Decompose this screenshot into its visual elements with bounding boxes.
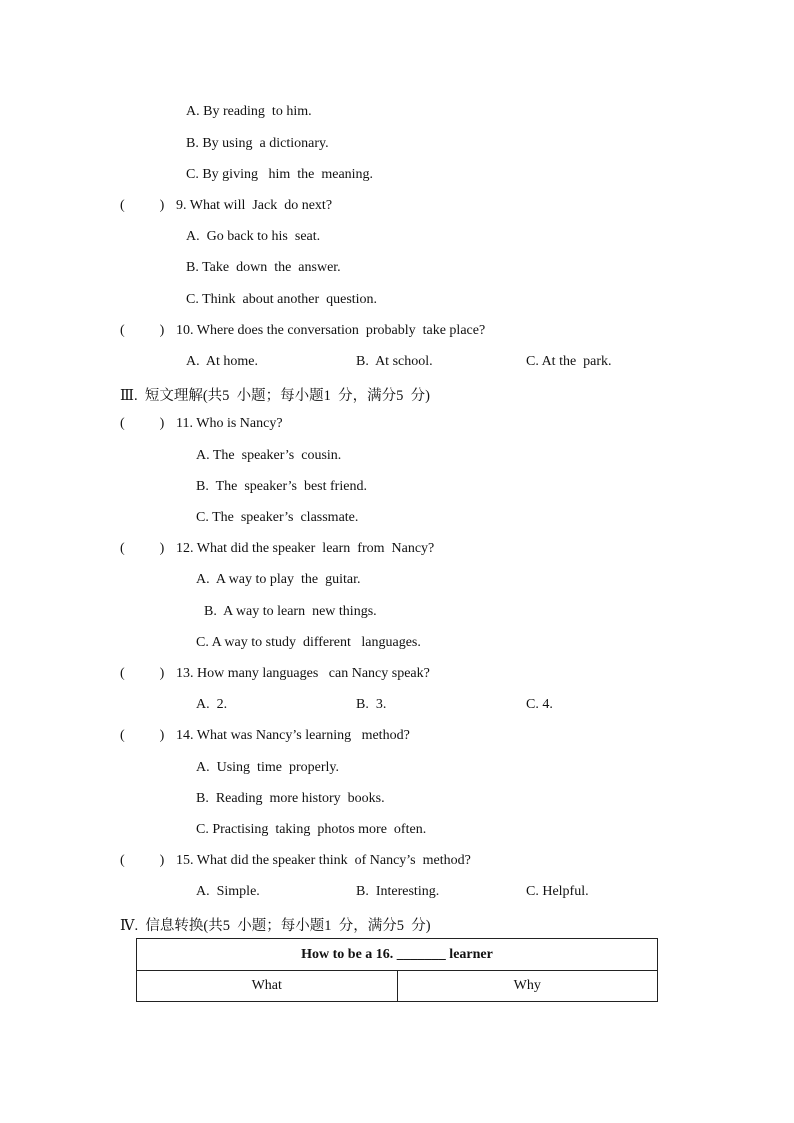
q15-option-b: B. Interesting. xyxy=(356,884,440,899)
q12-option-c: C. A way to study different languages. xyxy=(196,635,421,650)
q15-stem: 15. What did the speaker think of Nancy’s method? xyxy=(176,853,471,868)
info-transfer-table xyxy=(136,938,658,1002)
column-why: Why xyxy=(397,971,658,1002)
q11-option-a: A. The speaker’s cousin. xyxy=(196,448,342,463)
q12-stem: 12. What did the speaker learn from Nancy? xyxy=(176,541,435,556)
q15-option-c: C. Helpful. xyxy=(526,884,589,899)
q14-option-b: B. Reading more history books. xyxy=(196,791,385,806)
q11-option-c: C. The speaker’s classmate. xyxy=(196,510,359,525)
q13-option-c: C. 4. xyxy=(526,697,553,712)
q10-stem: 10. Where does the conversation probably take place? xyxy=(176,323,486,338)
column-what: What xyxy=(137,971,398,1002)
q15-answer-blank[interactable]: ( ) xyxy=(120,853,165,868)
section-3-title: Ⅲ. 短文理解(共5 小题；每小题1 分，满分5 分) xyxy=(120,388,431,404)
q14-option-a: A. Using time properly. xyxy=(196,760,339,775)
q10-option-b: B. At school. xyxy=(356,354,433,369)
q14-stem: 14. What was Nancy’s learning method? xyxy=(176,728,410,743)
q12-option-a: A. A way to play the guitar. xyxy=(196,572,361,587)
table-title-row xyxy=(137,939,658,971)
q8-option-c: C. By giving him the meaning. xyxy=(186,167,374,182)
q8-option-a: A. By reading to him. xyxy=(186,104,312,119)
q13-option-b: B. 3. xyxy=(356,697,387,712)
q14-answer-blank[interactable]: ( ) xyxy=(120,728,165,743)
q11-answer-blank[interactable]: ( ) xyxy=(120,416,165,431)
q14-option-c: C. Practising taking photos more often. xyxy=(196,822,427,837)
q13-answer-blank[interactable]: ( ) xyxy=(120,666,165,681)
q9-stem: 9. What will Jack do next? xyxy=(176,198,333,213)
q11-option-b: B. The speaker’s best friend. xyxy=(196,479,367,494)
q9-option-a: A. Go back to his seat. xyxy=(186,229,321,244)
q13-option-a: A. 2. xyxy=(196,697,228,712)
q11-stem: 11. Who is Nancy? xyxy=(176,416,283,431)
q13-stem: 13. How many languages can Nancy speak? xyxy=(176,666,430,681)
q9-answer-blank[interactable]: ( ) xyxy=(120,198,165,213)
q10-option-c: C. At the park. xyxy=(526,354,612,369)
table-title: How to be a 16. _______ learner xyxy=(137,939,658,971)
q9-option-c: C. Think about another question. xyxy=(186,292,378,307)
q10-answer-blank[interactable]: ( ) xyxy=(120,323,165,338)
q10-option-a: A. At home. xyxy=(186,354,258,369)
section-4-title: Ⅳ. 信息转换(共5 小题；每小题1 分，满分5 分) xyxy=(120,918,431,934)
q9-option-b: B. Take down the answer. xyxy=(186,260,341,275)
q12-answer-blank[interactable]: ( ) xyxy=(120,541,165,556)
table-header-row xyxy=(137,971,658,1002)
q15-option-a: A. Simple. xyxy=(196,884,260,899)
q8-option-b: B. By using a dictionary. xyxy=(186,136,329,151)
q12-option-b: B. A way to learn new things. xyxy=(204,604,377,619)
